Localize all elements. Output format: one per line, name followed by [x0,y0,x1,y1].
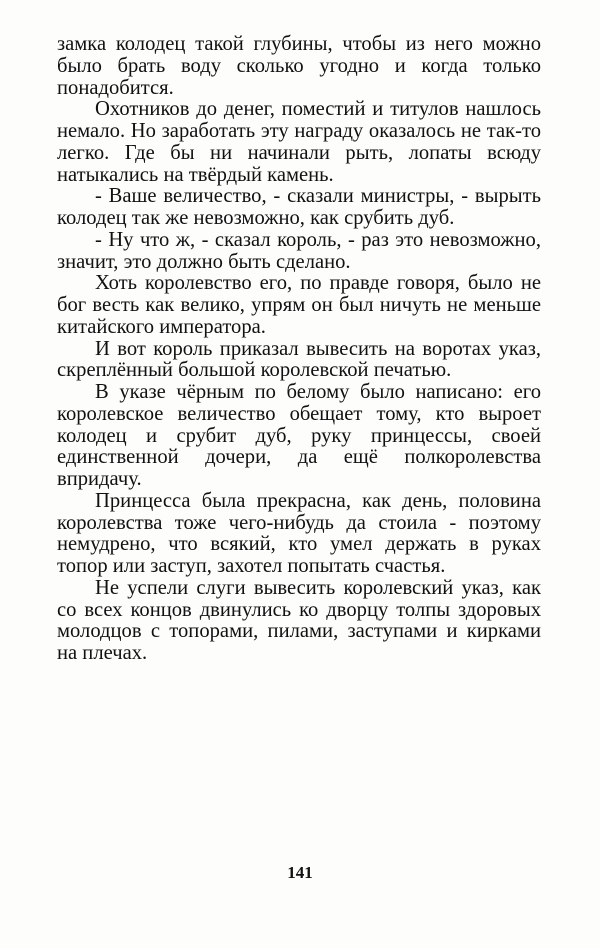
paragraph: Принцесса была прекрасна, как день, половина королевства тоже чего-нибудь да стоила - поэтому немудрено, что всякий, кто умел держать в руках топор или заступ, захотел попытать счастья. [57,489,541,577]
paragraph: И вот король приказал вывесить на воротах указ, скреплённый большой королевской печатью. [57,337,541,382]
page-body-text [57,34,541,665]
paragraph: Хоть королевство его, по правде говоря, было не бог весть как велико, упрям он был ничуть не меньше китайского императора. [57,272,541,338]
paragraph: В указе чёрным по белому было написано: его королевское величество обещает тому, кто выроет колодец и срубит дуб, руку принцессы, своей единственной дочери, да ещё полкоролевства впридачу. [57,381,541,490]
paragraph-dialogue: - Ваше величество, - сказали министры, - вырыть колодец так же невозможно, как срубить дуб. [57,185,541,229]
paragraph: Не успели слуги вывесить королевский указ, как со всех концов двинулись ко дворцу толпы здоровых молодцов с топорами, пилами, заступами и кирками на плечах. [57,576,541,664]
paragraph-continuation: замка колодец такой глубины, чтобы из него можно было брать воду сколько угодно и когда только понадобится. [57,33,541,99]
page-number: 141 [287,863,313,882]
paragraph-dialogue: - Ну что ж, - сказал король, - раз это невозможно, значит, это должно быть сделано. [57,228,541,273]
paragraph: Охотников до денег, поместий и титулов нашлось немало. Но заработать эту награду оказалось не так-то легко. Где бы ни начинали рыть, лопаты всюду натыкались на твёрдый камень. [57,98,541,186]
